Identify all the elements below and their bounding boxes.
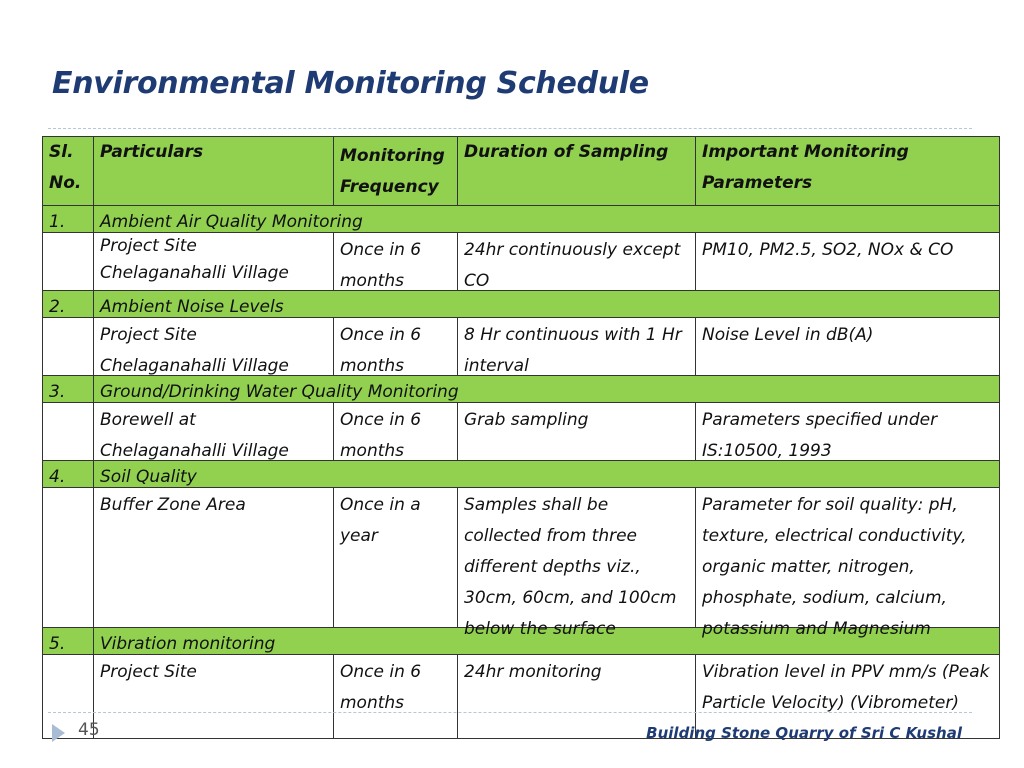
section-number: 2. [43,291,94,318]
frequency-cell: Once in 6 months [334,655,458,739]
page-title: Environmental Monitoring Schedule [52,66,649,101]
section-number: 5. [43,628,94,655]
parameters-cell: PM10, PM2.5, SO2, NOx & CO [696,233,1000,291]
section-row [43,206,1000,233]
bottom-divider [48,712,972,713]
slide-arrow-icon [52,724,65,742]
duration-cell: Samples shall be collected from three different depths viz., 30cm, 60cm, and 100cm below the surface [458,488,696,628]
footer-project-title: Building Stone Quarry of Sri C Kushal [646,724,962,742]
frequency-cell: Once in 6 months [334,403,458,461]
parameters-cell: Parameters specified under IS:10500, 1993 [696,403,1000,461]
parameters-cell: Noise Level in dB(A) [696,318,1000,376]
header-duration: Duration of Sampling [458,137,696,206]
duration-cell: Grab sampling [458,403,696,461]
frequency-cell: Once in 6 months [334,233,458,291]
parameters-cell: Parameter for soil quality: pH, texture, electrical conductivity, organic matter, nitrogen, phosphate, sodium, calcium, potassium and Magnesium [696,488,1000,628]
table-row [43,318,1000,376]
table-row [43,488,1000,628]
duration-cell: 24hr monitoring [458,655,696,739]
blank-cell [43,403,94,461]
particulars-cell: Project Site Chelaganahalli Village [94,318,334,376]
section-name: Ground/Drinking Water Quality Monitoring [94,376,1000,403]
particulars-cell: Borewell at Chelaganahalli Village [94,403,334,461]
header-sl-no: Sl. No. [43,137,94,206]
parameters-cell: Vibration level in PPV mm/s (Peak Particle Velocity) (Vibrometer) [696,655,1000,739]
frequency-cell: Once in a year [334,488,458,628]
table-row [43,233,1000,291]
slide-number: 45 [78,720,100,740]
table-header-row [43,137,1000,206]
section-number: 4. [43,461,94,488]
section-row [43,291,1000,318]
header-frequency: Monitoring Frequency [334,137,458,206]
section-name: Ambient Air Quality Monitoring [94,206,1000,233]
duration-cell: 8 Hr continuous with 1 Hr interval [458,318,696,376]
table-row [43,403,1000,461]
blank-cell [43,233,94,291]
header-particulars: Particulars [94,137,334,206]
section-name: Vibration monitoring [94,628,1000,655]
monitoring-schedule-table [42,136,1000,739]
section-name: Ambient Noise Levels [94,291,1000,318]
blank-cell [43,488,94,628]
top-divider [48,128,972,129]
frequency-cell: Once in 6 months [334,318,458,376]
section-name: Soil Quality [94,461,1000,488]
particulars-cell: Project Site Chelaganahalli Village [94,233,334,291]
particulars-cell: Project Site [94,655,334,739]
section-number: 3. [43,376,94,403]
particulars-cell: Buffer Zone Area [94,488,334,628]
duration-cell: 24hr continuously except CO [458,233,696,291]
section-number: 1. [43,206,94,233]
blank-cell [43,318,94,376]
header-parameters: Important Monitoring Parameters [696,137,1000,206]
